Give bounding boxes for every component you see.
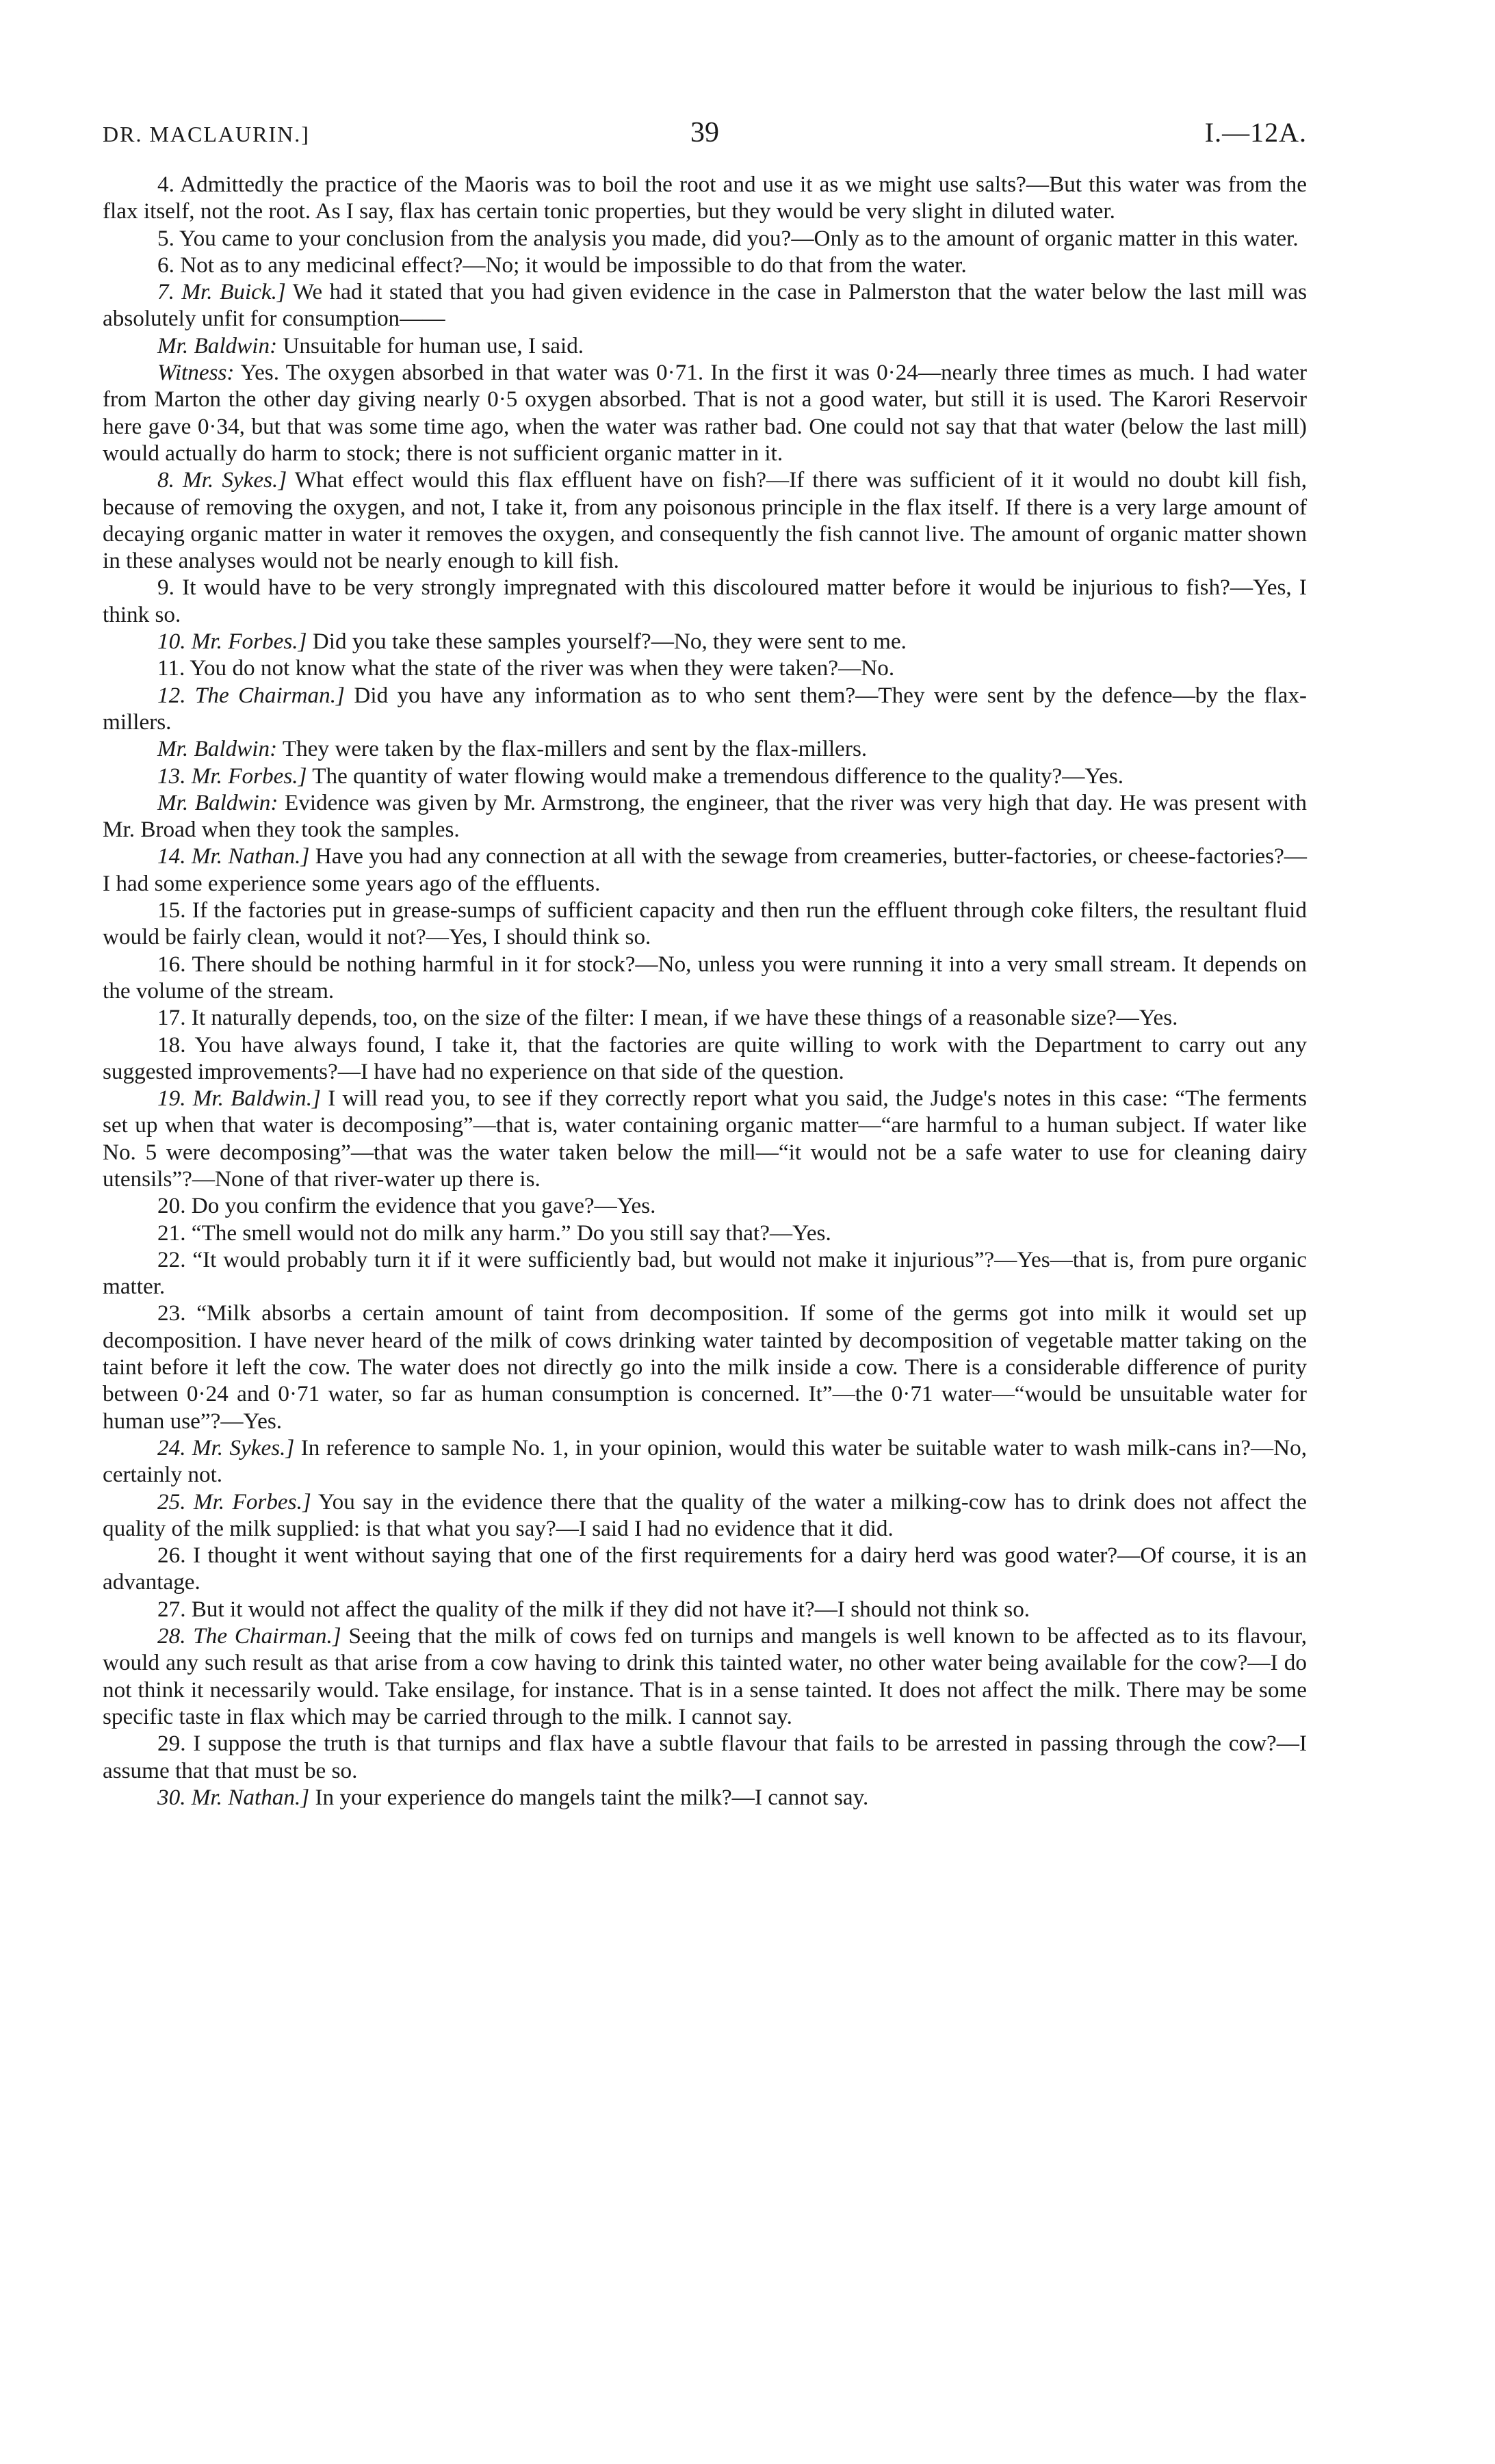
speaker-label: 19. Mr. Baldwin.]	[157, 1086, 321, 1112]
paragraph-21: 21. “The smell would not do milk any harm.” Do you still say that?—Yes.	[157, 1220, 831, 1246]
page-number: 39	[690, 117, 719, 148]
header-witness-name: DR. MACLAURIN.]	[103, 122, 310, 146]
paragraph-23: 23. “Milk absorbs a certain amount of taint from decomposition. If some of the germs got into milk it would set up decomposition. I have never heard of the milk of cows drinking water tainted by decomposition of vegetable matter taking on the taint before it left the cow. The water does not directly go into the milk inside a cow. There is a considerable difference of purity between 0·24 and 0·71 water, so far as human consumption is concerned. It”—the 0·71 water—“would be unsuitable water for human use”?—Yes.	[103, 1300, 1307, 1434]
paragraph-22: 22. “It would probably turn it if it were sufficiently bad, but would not make it injurious”?—Yes—that is, from pure organic matter.	[103, 1246, 1307, 1300]
paragraph-16: 16. There should be nothing harmful in it for stock?—No, unless you were running it into a very small stream. It depends on the volume of the stream.	[103, 951, 1307, 1004]
paragraph-14: 14. Mr. Nathan.] Have you had any connection at all with the sewage from creameries, butter-factories, or cheese-factories?—I had some experience some years ago of the effluents.	[103, 843, 1307, 896]
speaker-label: 14. Mr. Nathan.]	[157, 843, 310, 869]
paragraph-17: 17. It naturally depends, too, on the size of the filter: I mean, if we have these things of a reasonable size?—Yes.	[157, 1005, 1178, 1031]
paragraph-6: 6. Not as to any medicinal effect?—No; it would be impossible to do that from the water.	[157, 252, 967, 278]
speaker-label: Witness:	[157, 360, 235, 386]
paragraph-28: 28. The Chairman.] Seeing that the milk of cows fed on turnips and mangels is well known to be affected as to its flavour, would any such result as that arise from a cow having to drink this tainted water, no other water being available for the cow?—I do not think it necessarily would. Take ensilage, for instance. That is in a sense tainted. It does not affect the milk. There may be some specific taste in flax which may be carried through to the milk. I cannot say.	[103, 1623, 1307, 1729]
paragraph-baldwin-3: Mr. Baldwin: Evidence was given by Mr. Armstrong, the engineer, that the river was very high that day. He was present with Mr. Broad when they took the samples.	[103, 789, 1307, 843]
speaker-label: Mr. Baldwin:	[157, 736, 278, 762]
speaker-label: 12. The Chairman.]	[157, 682, 345, 708]
paragraph-30: 30. Mr. Nathan.] In your experience do mangels taint the milk?—I cannot say.	[157, 1784, 869, 1810]
paragraph-12: 12. The Chairman.] Did you have any information as to who sent them?—They were sent by the defence—by the flax-millers.	[103, 682, 1307, 735]
speaker-label: 13. Mr. Forbes.]	[157, 763, 307, 789]
paragraph-24: 24. Mr. Sykes.] In reference to sample No. 1, in your opinion, would this water be suitable water to wash milk-cans in?—No, certainly not.	[103, 1434, 1307, 1488]
paragraph-27: 27. But it would not affect the quality of the milk if they did not have it?—I should not think so.	[157, 1596, 1030, 1622]
speaker-label: 10. Mr. Forbes.]	[157, 629, 307, 655]
paragraph-8: 8. Mr. Sykes.] What effect would this flax effluent have on fish?—If there was sufficient of it it would no doubt kill fish, because of removing the oxygen, and not, I take it, from any poisonous principle in the flax itself. If there is a very large amount of decaying organic matter in water it removes the oxygen, and consequently the fish cannot live. The amount of organic matter shown in these analyses would not be nearly enough to kill fish.	[103, 467, 1307, 574]
paragraph-26: 26. I thought it went without saying that one of the first requirements for a dairy herd was good water?—Of course, it is an advantage.	[103, 1543, 1307, 1595]
paragraph-25: 25. Mr. Forbes.] You say in the evidence there that the quality of the water a milking-cow has to drink does not affect the quality of the milk supplied: is that what you say?—I said I had no evidence that it did.	[103, 1489, 1307, 1541]
paragraph-witness: Witness: Yes. The oxygen absorbed in that water was 0·71. In the first it was 0·24—nearly three times as much. I had water from Marton the other day giving nearly 0·5 oxygen absorbed. That is not a good water, but still it is used. The Karori Reservoir here gave 0·34, but that was some time ago, when the water was rather bad. One could not say that that water (below the last mill) would actually do harm to stock; there is not sufficient organic matter in it.	[103, 360, 1307, 466]
document-reference: I.—12A.	[1204, 117, 1307, 148]
speaker-label: 7. Mr. Buick.]	[157, 279, 286, 305]
speaker-label: 24. Mr. Sykes.]	[157, 1434, 295, 1460]
speaker-label: 30. Mr. Nathan.]	[157, 1784, 310, 1810]
speaker-label: 8. Mr. Sykes.]	[157, 467, 287, 493]
paragraph-11: 11. You do not know what the state of the river was when they were taken?—No.	[157, 655, 895, 681]
paragraph-7: 7. Mr. Buick.] We had it stated that you had given evidence in the case in Palmerston that the water below the last mill was absolutely unfit for consumption——	[103, 279, 1308, 332]
document-page	[103, 116, 1307, 1811]
paragraph-baldwin-2: Mr. Baldwin: They were taken by the flax-millers and sent by the flax-millers.	[157, 736, 868, 762]
speaker-label: 25. Mr. Forbes.]	[157, 1489, 311, 1515]
paragraph-18: 18. You have always found, I take it, that the factories are quite willing to work with the Department to carry out any suggested improvements?—I have had no experience on that side of the question.	[103, 1032, 1307, 1084]
speaker-label: Mr. Baldwin:	[157, 789, 278, 815]
paragraph-15: 15. If the factories put in grease-sumps of sufficient capacity and then run the effluent through coke filters, the resultant fluid would be fairly clean, would it not?—Yes, I should think so.	[103, 897, 1307, 950]
paragraph-baldwin-1: Mr. Baldwin: Unsuitable for human use, I said.	[157, 332, 584, 358]
paragraph-9: 9. It would have to be very strongly impregnated with this discoloured matter before it would be injurious to fish?—Yes, I think so.	[103, 575, 1307, 627]
speaker-label: Mr. Baldwin:	[157, 332, 278, 358]
paragraph-29: 29. I suppose the truth is that turnips and flax have a subtle flavour that fails to be arrested in passing through the cow?—I assume that that must be so.	[103, 1731, 1307, 1783]
paragraph-10: 10. Mr. Forbes.] Did you take these samples yourself?—No, they were sent to me.	[157, 629, 907, 655]
paragraph-19: 19. Mr. Baldwin.] I will read you, to see if they correctly report what you said, the Judge's notes in this case: “The ferments set up when that water is decomposing”—that is, water containing organic matter—“are harmful to a human subject. If water like No. 5 were decomposing”—that was the water taken below the mill—“it would not be a safe water to use for cleaning dairy utensils”?—None of that river-water up there is.	[103, 1086, 1308, 1192]
speaker-label: 28. The Chairman.]	[157, 1623, 341, 1649]
paragraph-5: 5. You came to your conclusion from the analysis you made, did you?—Only as to the amount of organic matter in this water.	[157, 225, 1299, 251]
paragraph-20: 20. Do you confirm the evidence that you gave?—Yes.	[157, 1193, 656, 1219]
document-body	[103, 171, 1307, 1811]
paragraph-4: 4. Admittedly the practice of the Maoris was to boil the root and use it as we might use salts?—But this water was from the flax itself, not the root. As I say, flax has certain tonic properties, but they would be very slight in diluted water.	[103, 172, 1307, 224]
page-header	[103, 116, 1307, 157]
paragraph-13: 13. Mr. Forbes.] The quantity of water flowing would make a tremendous difference to the quality?—Yes.	[157, 763, 1124, 789]
